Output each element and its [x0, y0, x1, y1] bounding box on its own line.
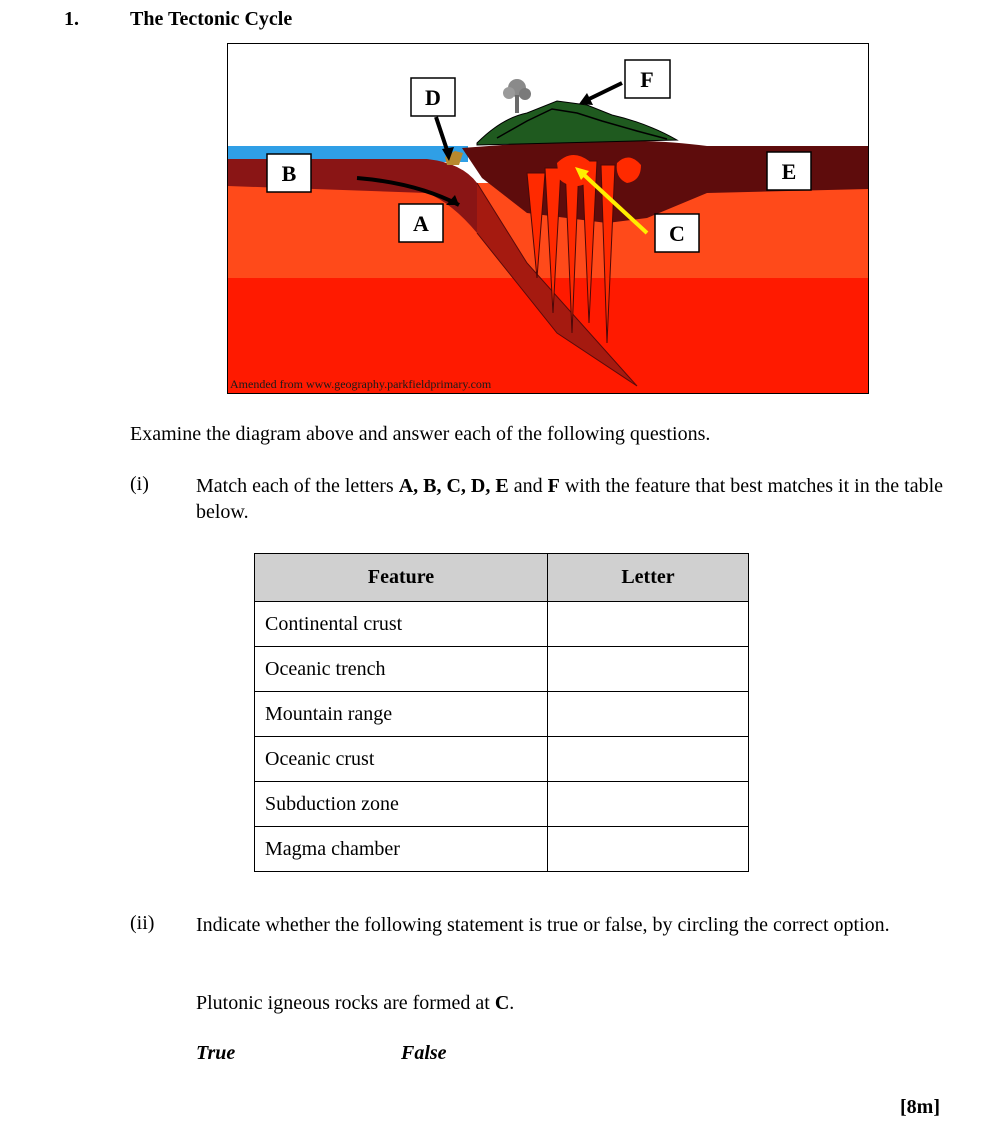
- part-i-label: (i): [130, 473, 149, 495]
- label-b: B: [281, 161, 297, 186]
- label-d: D: [425, 85, 441, 110]
- table-header-row: [255, 554, 749, 602]
- part-i-letter-f: F: [547, 475, 560, 497]
- part-i-letters: A, B, C, D, E: [398, 475, 509, 497]
- table-row: [255, 782, 749, 827]
- feature-cell: Mountain range: [255, 692, 548, 737]
- header-letter: Letter: [548, 554, 749, 602]
- letter-answer-cell[interactable]: [548, 647, 749, 692]
- part-ii-statement: [196, 990, 946, 1016]
- table-row: [255, 602, 749, 647]
- part-ii-instruction: Indicate whether the following statement is true or false, by circling the correct option.: [196, 914, 890, 936]
- feature-cell: Oceanic trench: [255, 647, 548, 692]
- marks-total: [8m]: [900, 1096, 940, 1118]
- letter-answer-cell[interactable]: [548, 692, 749, 737]
- matching-table: [254, 553, 749, 872]
- part-i-text-before: Match each of the letters: [196, 475, 394, 497]
- letter-answer-cell[interactable]: [548, 782, 749, 827]
- option-false[interactable]: False: [401, 1042, 447, 1064]
- part-ii-label: (ii): [130, 912, 155, 934]
- label-e: E: [781, 159, 797, 184]
- letter-answer-cell[interactable]: [548, 737, 749, 782]
- statement-prefix: Plutonic igneous rocks are formed at: [196, 992, 490, 1014]
- part-i-and: and: [513, 475, 543, 497]
- table-row: [255, 692, 749, 737]
- tectonic-diagram: [227, 43, 869, 394]
- header-feature: Feature: [255, 554, 548, 602]
- statement-letter: C: [494, 992, 510, 1014]
- intro-text: Examine the diagram above and answer each of the following questions.: [130, 423, 711, 445]
- question-number: 1.: [64, 8, 79, 30]
- label-c: C: [669, 221, 685, 246]
- table-row: [255, 647, 749, 692]
- table-row: [255, 827, 749, 872]
- feature-cell: Subduction zone: [255, 782, 548, 827]
- part-i-text-after: with the feature that best matches it in the table below.: [196, 475, 944, 523]
- feature-cell: Continental crust: [255, 602, 548, 647]
- diagram-credit: Amended from www.geography.parkfieldprimary.com: [230, 377, 492, 391]
- tectonic-diagram-svg: [227, 43, 869, 394]
- letter-answer-cell[interactable]: [548, 602, 749, 647]
- question-title: The Tectonic Cycle: [130, 8, 293, 30]
- statement-suffix: .: [509, 992, 515, 1014]
- table-row: [255, 737, 749, 782]
- letter-answer-cell[interactable]: [548, 827, 749, 872]
- option-true[interactable]: True: [196, 1042, 236, 1064]
- feature-cell: Oceanic crust: [255, 737, 548, 782]
- feature-cell: Magma chamber: [255, 827, 548, 872]
- part-i-text: [196, 473, 946, 525]
- label-f: F: [640, 67, 654, 92]
- label-a: A: [413, 211, 429, 236]
